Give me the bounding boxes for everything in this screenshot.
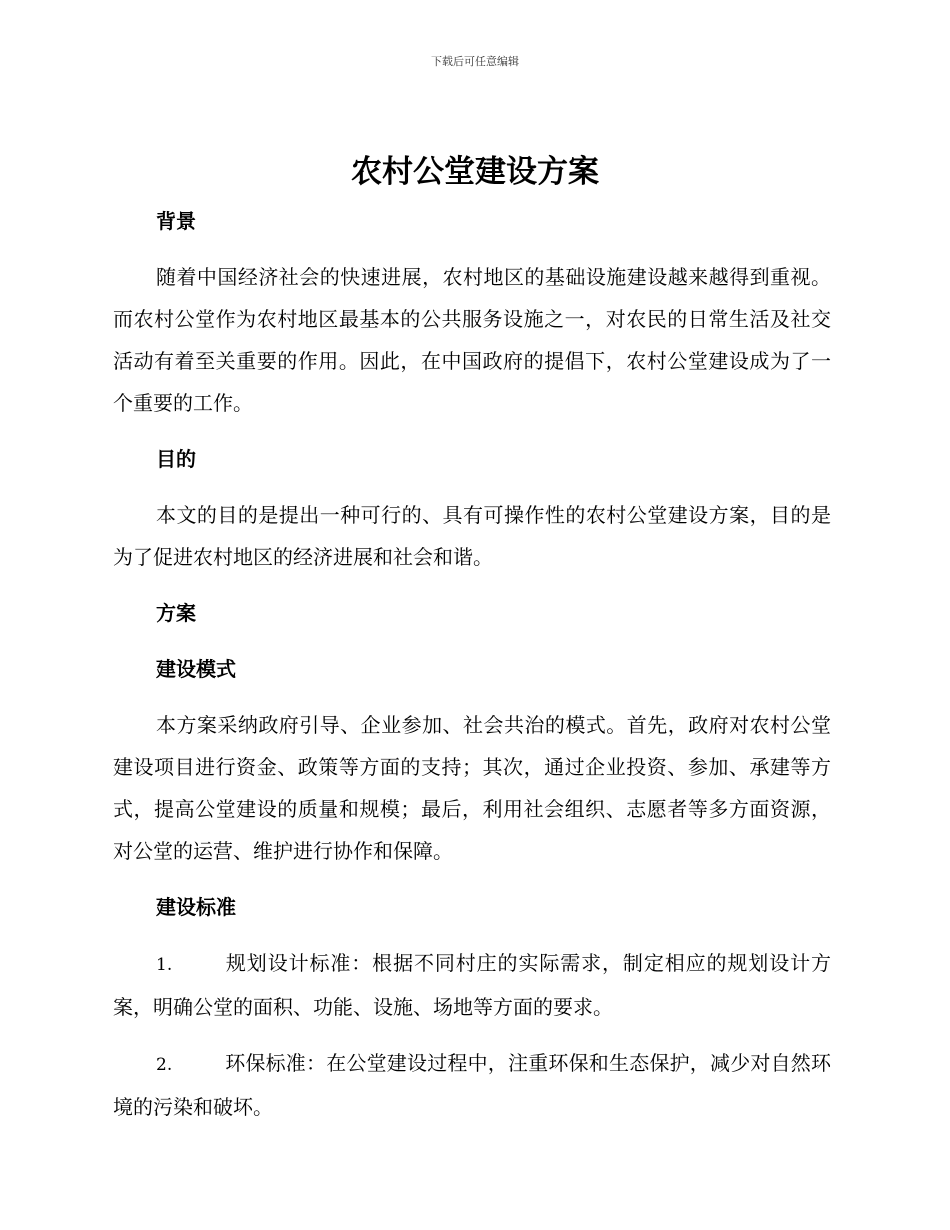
list-item-number: 1. [156, 955, 173, 975]
section-heading-plan: 方案 [156, 601, 196, 625]
list-item-text: 环保标准：在公堂建设过程中，注重环保和生态保护，减少对自然环境的污染和破坏。 [113, 1051, 831, 1119]
section-heading-purpose: 目的 [156, 447, 196, 471]
paragraph-construction-model: 本方案采纳政府引导、企业参加、社会共治的模式。首先，政府对农村公堂建设项目进行资金、政策等方面的支持；其次，通过企业投资、参加、承建等方式，提高公堂建设的质量和规模；最后，利用社会组织、志愿者等多方面资源，对公堂的运营、维护进行协作和保障。 [113, 713, 831, 863]
paragraph-background: 随着中国经济社会的快速进展，农村地区的基础设施建设越来越得到重视。而农村公堂作为农村地区最基本的公共服务设施之一，对农民的日常生活及社交活动有着至关重要的作用。因此，在中国政府的提倡下，农村公堂建设成为了一个重要的工作。 [113, 265, 831, 415]
document-title: 农村公堂建设方案 [351, 154, 599, 190]
paragraph-purpose: 本文的目的是提出一种可行的、具有可操作性的农村公堂建设方案，目的是为了促进农村地区的经济进展和社会和谐。 [113, 503, 831, 569]
page-header-note: 下载后可任意编辑 [431, 55, 519, 68]
list-item-text: 规划设计标准：根据不同村庄的实际需求，制定相应的规划设计方案，明确公堂的面积、功能、设施、场地等方面的要求。 [113, 951, 831, 1019]
list-item [113, 942, 831, 1028]
list-item-number: 2. [156, 1055, 173, 1075]
section-heading-background: 背景 [156, 209, 196, 233]
section-heading-construction-standards: 建设标准 [156, 895, 236, 919]
section-heading-construction-model: 建设模式 [156, 657, 236, 681]
list-item [113, 1042, 831, 1128]
document-body [113, 200, 831, 1142]
